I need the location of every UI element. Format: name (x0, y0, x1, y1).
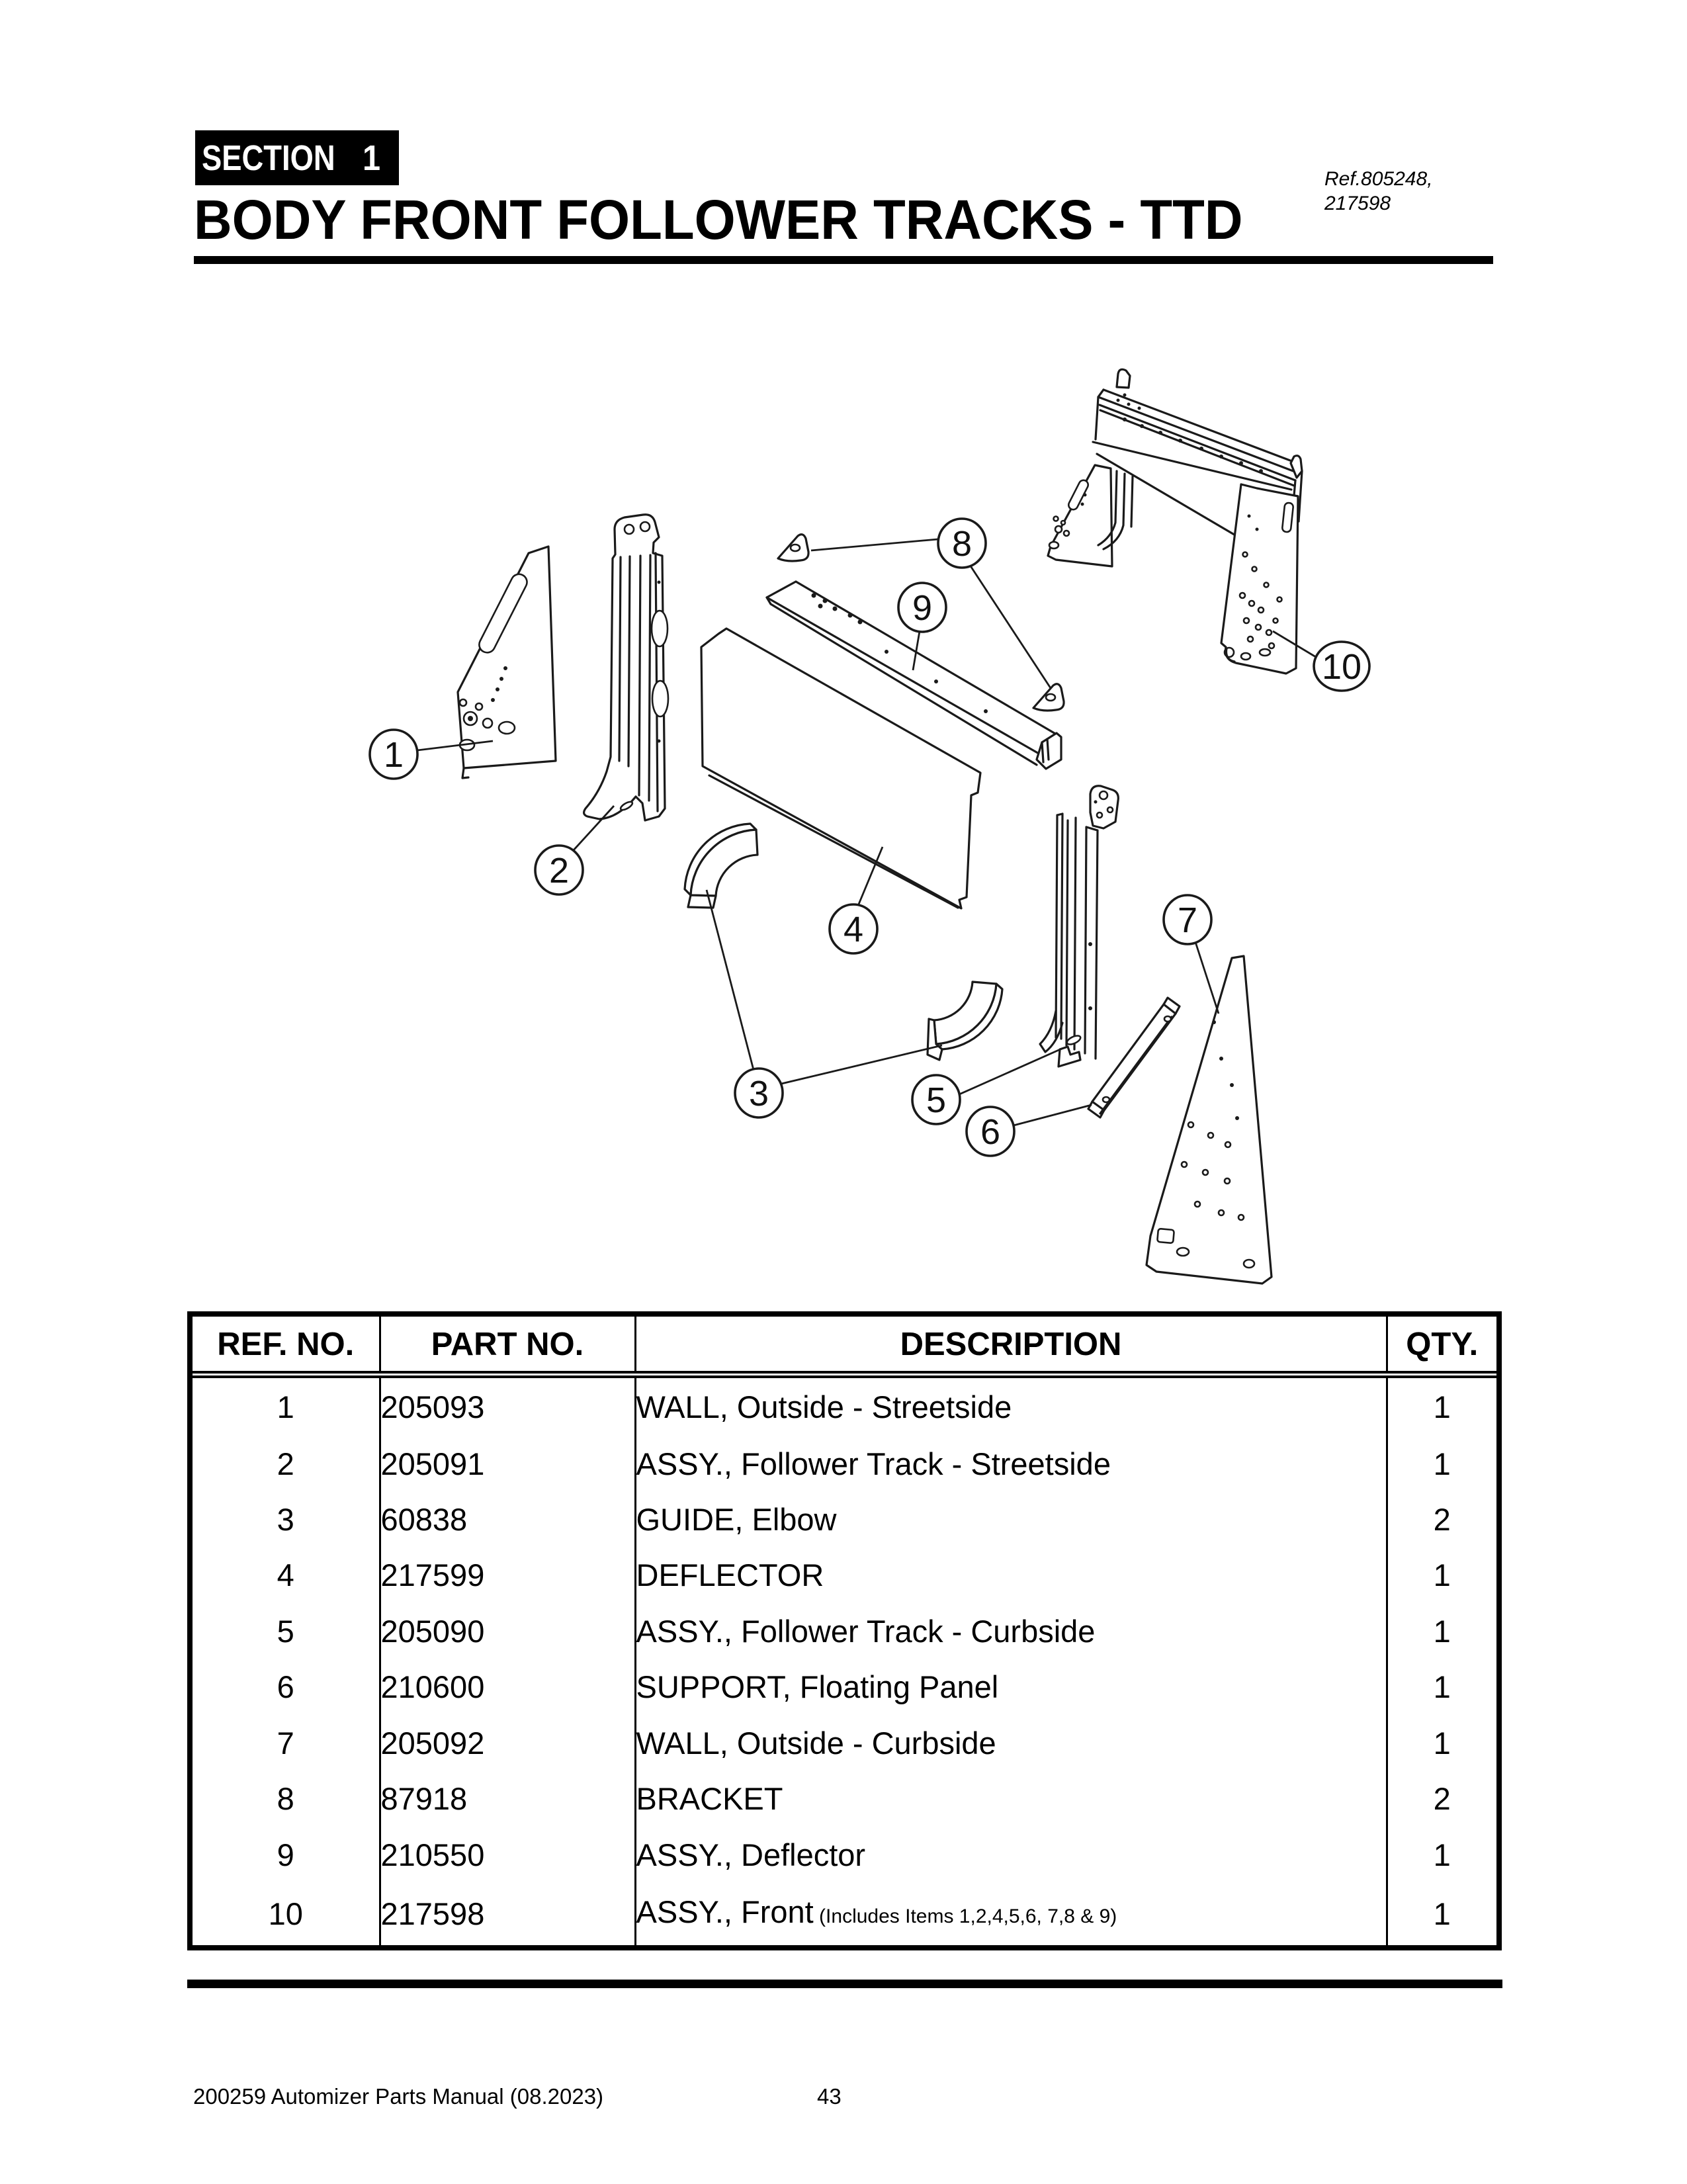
col-header-part-no: PART NO. (380, 1317, 635, 1375)
section-number: 1 (363, 138, 381, 178)
cell-part-no: 217599 (380, 1548, 635, 1603)
cell-qty: 1 (1433, 1837, 1451, 1872)
cell-description: DEFLECTOR (635, 1548, 1387, 1603)
cell-ref-no: 7 (193, 1715, 380, 1770)
cell-part-no: 210600 (380, 1659, 635, 1715)
cell-ref-no: 10 (193, 1882, 380, 1945)
bottom-rule (187, 1980, 1502, 1988)
cell-ref-no: 6 (193, 1659, 380, 1715)
description-note: (Includes Items 1,2,4,5,6, 7,8 & 9) (813, 1905, 1117, 1927)
cell-part-no: 205090 (380, 1603, 635, 1659)
table-row (193, 1882, 1496, 1945)
cell-part-no: 217598 (380, 1882, 635, 1945)
callout-leader-line (970, 565, 1051, 688)
parts-table-body (193, 1375, 1496, 1946)
cell-ref-no: 4 (193, 1548, 380, 1603)
callout-number-3: 3 (748, 1074, 769, 1114)
table-row (193, 1603, 1496, 1659)
col-header-qty: QTY. (1387, 1317, 1496, 1375)
cell-description: WALL, Outside - Streetside (635, 1375, 1387, 1436)
cell-description: SUPPORT, Floating Panel (635, 1659, 1387, 1715)
page-title: BODY FRONT FOLLOWER TRACKS - TTD (194, 189, 1243, 251)
part-2-follower-track-streetside (584, 515, 668, 820)
callout-leader-line (1195, 942, 1219, 1014)
cell-description: ASSY., Follower Track - Curbside (635, 1603, 1387, 1659)
callout-number-7: 7 (1177, 900, 1198, 940)
footer-manual-title: 200259 Automizer Parts Manual (08.2023) (193, 2084, 604, 2109)
cell-description: GUIDE, Elbow (635, 1491, 1387, 1547)
callout-number-9: 9 (912, 588, 933, 628)
cell-qty: 2 (1433, 1502, 1451, 1537)
table-row (193, 1659, 1496, 1715)
callout-leader-line (1014, 1105, 1092, 1125)
table-row (193, 1827, 1496, 1882)
cell-qty: 2 (1433, 1781, 1451, 1817)
callout-number-2: 2 (548, 851, 570, 891)
cell-description: ASSY., Deflector (635, 1827, 1387, 1882)
cell-qty: 1 (1433, 1725, 1451, 1761)
part-10-front-assembly (1048, 369, 1302, 674)
ref-line-1: Ref.805248, (1324, 168, 1433, 190)
cell-part-no: 205091 (380, 1436, 635, 1491)
part-3-elbow-guide-a (685, 824, 757, 908)
cell-qty: 1 (1433, 1896, 1451, 1932)
cell-qty: 1 (1433, 1669, 1451, 1705)
cell-ref-no: 8 (193, 1771, 380, 1827)
callout-number-8: 8 (951, 524, 973, 564)
table-row (193, 1715, 1496, 1770)
col-header-description: DESCRIPTION (635, 1317, 1387, 1375)
callout-number-10: 10 (1321, 647, 1362, 687)
cell-description: WALL, Outside - Curbside (635, 1715, 1387, 1770)
callout-leader-line (959, 1049, 1062, 1094)
callout-leader-line (707, 890, 754, 1070)
table-row (193, 1375, 1496, 1436)
cell-qty: 1 (1433, 1613, 1451, 1649)
callout-leader-line (811, 539, 938, 550)
section-label: SECTION (202, 138, 335, 178)
callout-number-5: 5 (926, 1080, 947, 1120)
table-row (193, 1771, 1496, 1827)
cell-ref-no: 2 (193, 1436, 380, 1491)
callout-number-1: 1 (383, 735, 404, 775)
cell-description: BRACKET (635, 1771, 1387, 1827)
callout-number-4: 4 (843, 910, 864, 949)
footer-page-number: 43 (817, 2084, 842, 2109)
cell-part-no: 205093 (380, 1375, 635, 1436)
callout-number-6: 6 (980, 1112, 1001, 1152)
ref-line-2: 217598 (1324, 193, 1391, 214)
cell-qty: 1 (1433, 1389, 1451, 1424)
cell-qty: 1 (1433, 1557, 1451, 1593)
cell-part-no: 87918 (380, 1771, 635, 1827)
cell-part-no: 205092 (380, 1715, 635, 1770)
cell-part-no: 60838 (380, 1491, 635, 1547)
table-header-row (193, 1317, 1496, 1375)
table-row (193, 1491, 1496, 1547)
part-6-floating-panel-support (1088, 998, 1180, 1117)
part-8-bracket-b (1033, 684, 1064, 711)
cell-description: ASSY., Follower Track - Streetside (635, 1436, 1387, 1491)
part-3-elbow-guide-b (928, 982, 1002, 1060)
cell-part-no: 210550 (380, 1827, 635, 1882)
callout-leader-line (781, 1045, 942, 1084)
col-header-ref-no: REF. NO. (193, 1317, 380, 1375)
cell-ref-no: 9 (193, 1827, 380, 1882)
part-4-deflector-panel (701, 629, 980, 908)
cell-ref-no: 1 (193, 1375, 380, 1436)
table-row (193, 1436, 1496, 1491)
table-row (193, 1548, 1496, 1603)
part-5-follower-track-curbside (1040, 786, 1118, 1067)
cell-description: ASSY., Front (Includes Items 1,2,4,5,6, 7,8 & 9) (635, 1882, 1387, 1945)
cell-qty: 1 (1433, 1446, 1451, 1481)
parts-table (187, 1311, 1502, 1950)
part-8-bracket-a (778, 535, 808, 561)
cell-ref-no: 3 (193, 1491, 380, 1547)
cell-ref-no: 5 (193, 1603, 380, 1659)
